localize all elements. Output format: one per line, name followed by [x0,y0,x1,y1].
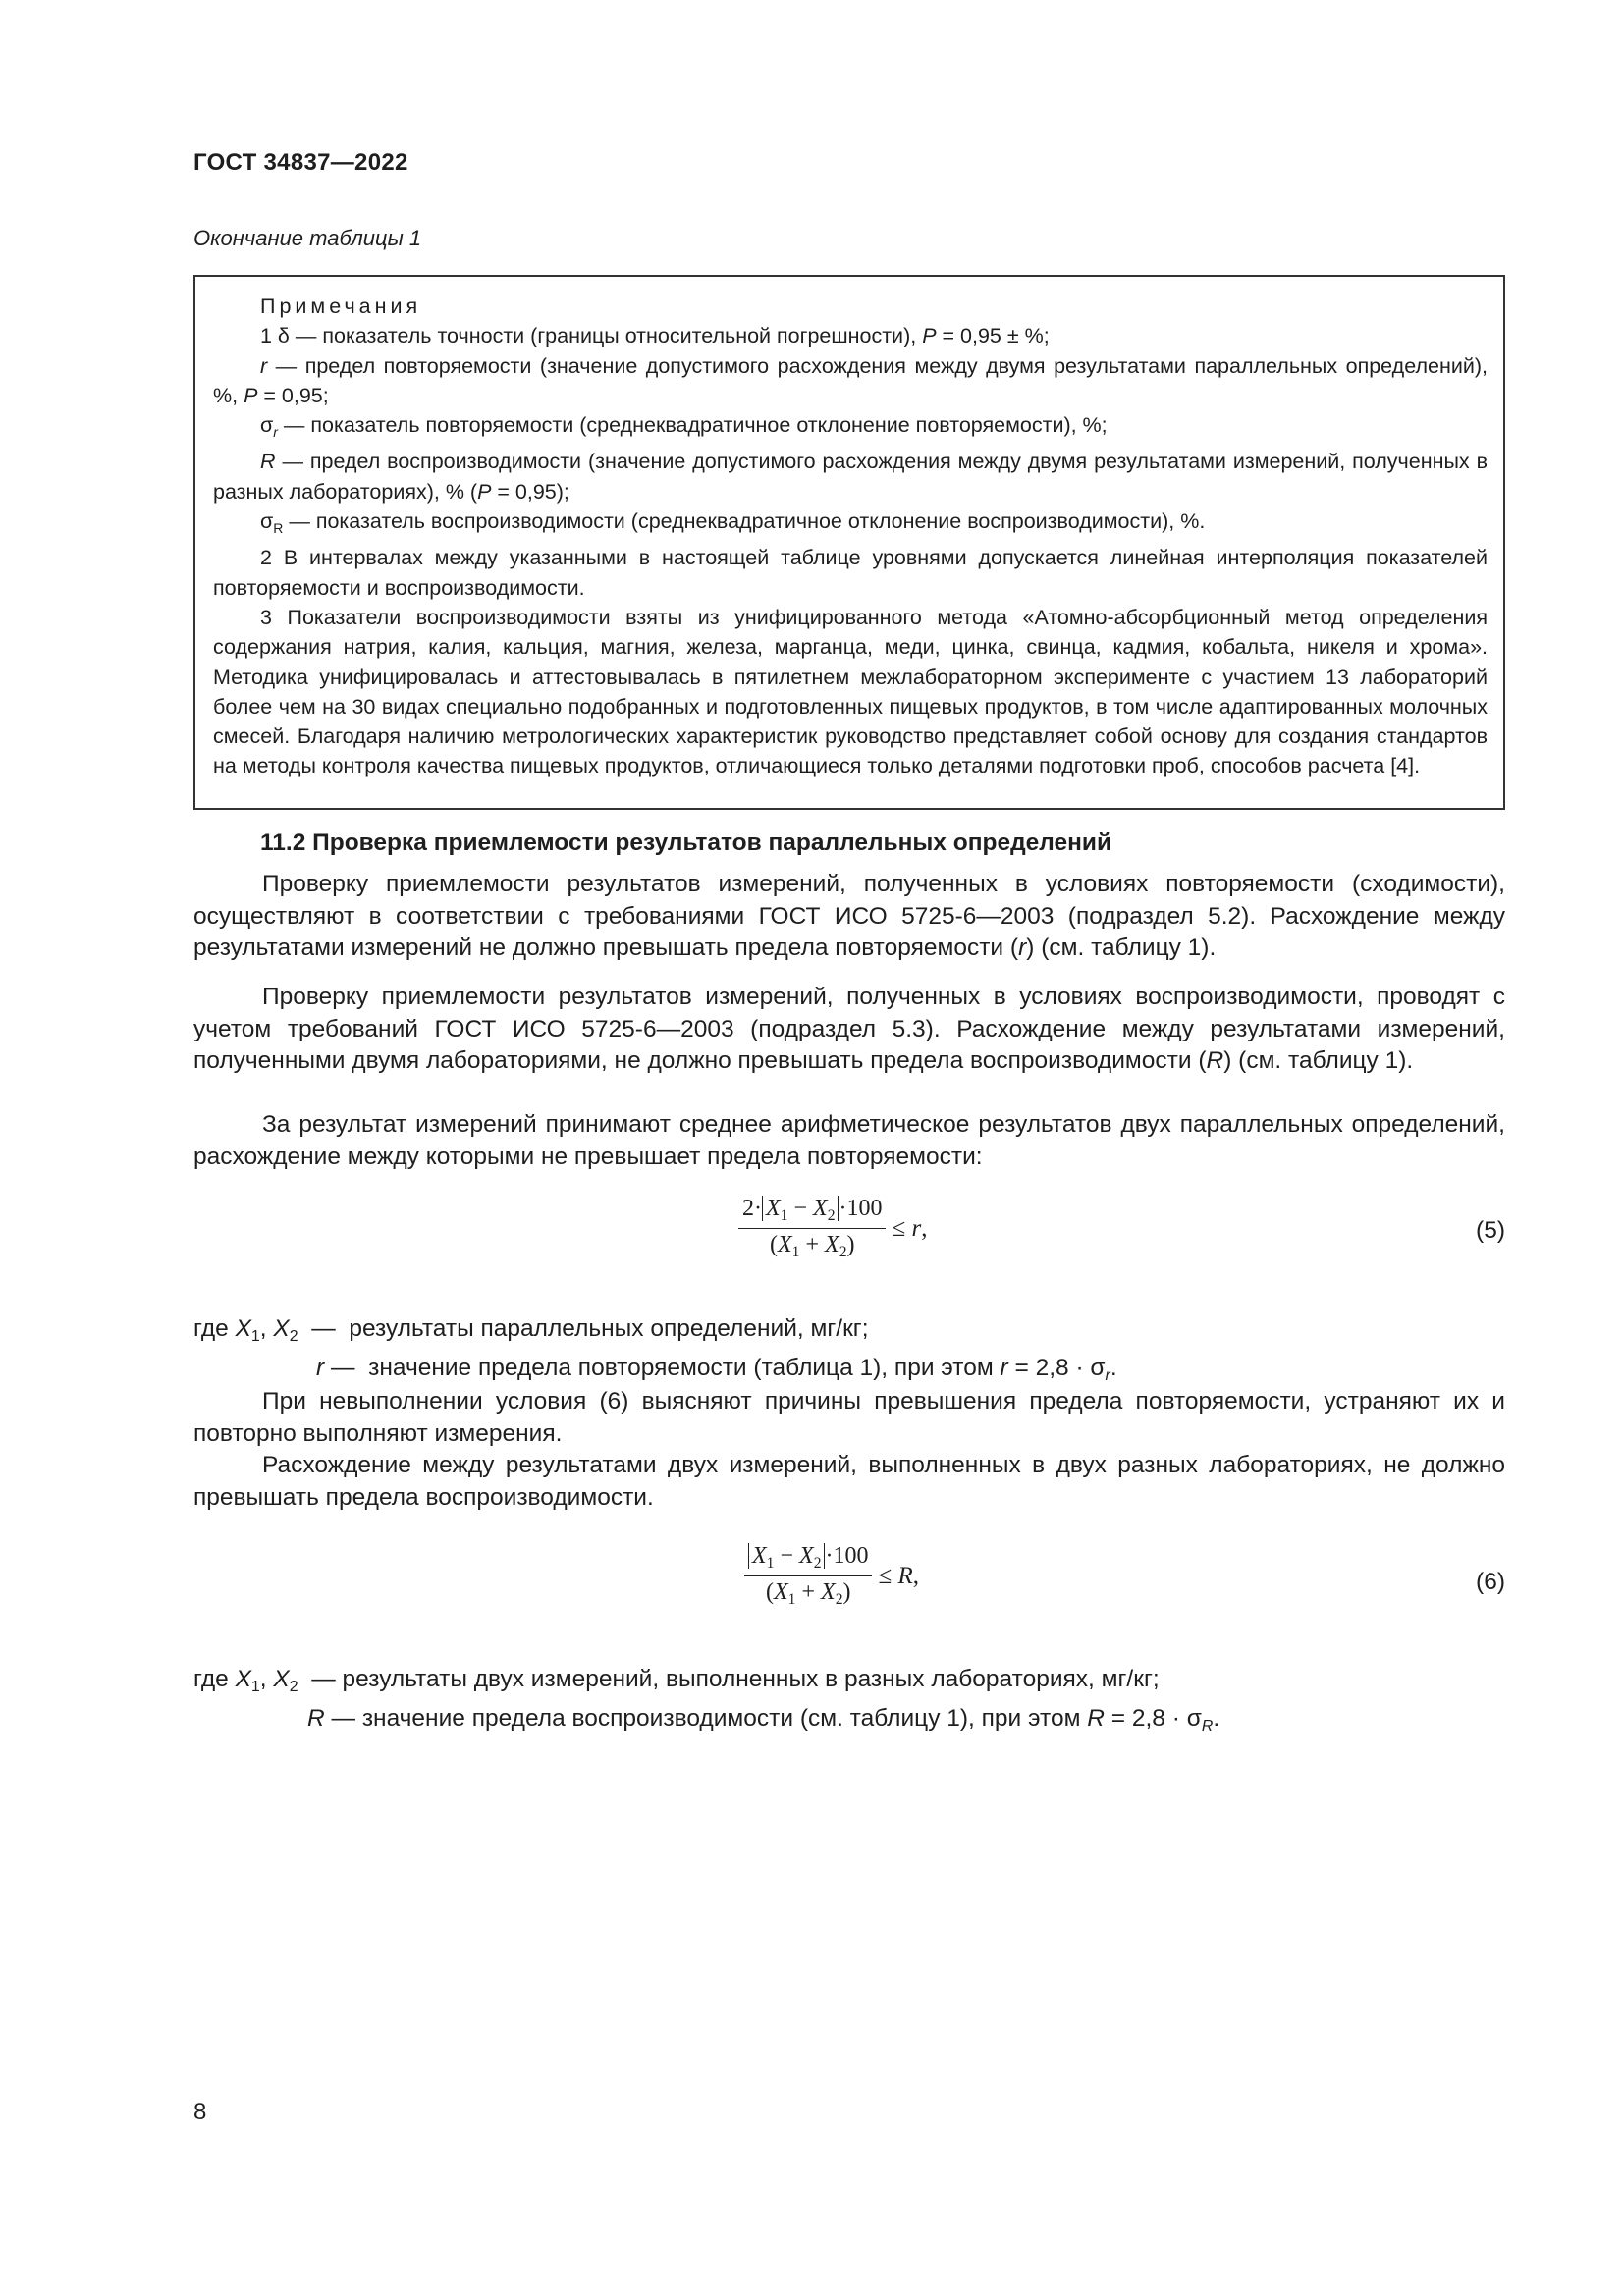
where-5-x: где $X_1$, $X_2$ — результаты параллельных определений, мг/кг; [193,1315,869,1345]
where-6-R: R — значение предела воспроизводимости (см. таблицу 1), при этом $R = 2,8 \cdot \sigma_R$. [307,1705,1220,1735]
equation-number-6: (6) [1476,1569,1505,1595]
paragraph-reproducibility: Проверку приемлемости результатов измерений, полученных в условиях воспроизводимости, проводят с учетом требований ГОСТ ИСО 5725-6—2003 (подраздел 5.3). Расхождение между результатами измерений, полученными двумя лабораториями, не должно превышать предела воспроизводимости (R) (см. таблицу 1). [193,984,1505,1074]
note-2: 2 В интервалах между указанными в настоящей таблице уровнями допускается линейная интерполяция показателей повторяемости и воспроизводимости. [213,546,1488,600]
paragraph-failure: При невыполнении условия (6) выясняют причины превышения предела повторяемости, устраняют их и повторно выполняют измерения. [193,1388,1505,1447]
note-R: R — предел воспроизводимости (значение допустимого расхождения между двумя результатами измерений, полученных в разных лабораториях), % (P = 0,95); [213,450,1488,504]
note-1: 1 δ — показатель точности (границы относительной погрешности), P = 0,95 ± %; [260,324,1050,348]
section-title: 11.2 Проверка приемлемости результатов параллельных определений [260,829,1112,856]
where-5-r: r — значение предела повторяемости (таблица 1), при этом $r = 2,8 \cdot \sigma_r$. [316,1355,1117,1384]
paragraph-result: За результат измерений принимают среднее арифметическое результатов двух параллельных определений, расхождение между которыми не превышает предела повторяемости: [193,1111,1505,1170]
where-6-x: где $X_1$, $X_2$ — результаты двух измерений, выполненных в разных лабораториях, мг/кг; [193,1666,1160,1695]
note-sigma-r: $\sigma_r$ — показатель повторяемости (среднеквадратичное отклонение повторяемости), %; [260,413,1108,441]
note-sigma-R: $\sigma_R$ — показатель воспроизводимости (среднеквадратичное отклонение воспроизводимости), %. [260,509,1206,537]
note-3: 3 Показатели воспроизводимости взяты из унифицированного метода «Атомно-абсорбционный метод определения содержания натрия, калия, кальция, магния, железа, марганца, меди, цинка, свинца, кадмия, кобальта, никеля и хрома». Методика унифицировалась и аттестовывалась в пятилетнем межлабораторном эксперименте с участием 13 лабораторий более чем на 30 видах специально подобранных и подготовленных пищевых продуктов, в том числе адаптированных молочных смесей. Благодаря наличию метрологических характеристик руководство представляет собой основу для создания стандартов на методы контроля качества пищевых продуктов, отличающиеся только деталями подготовки проб, способов расчета [4]. [213,605,1488,778]
note-r: r — предел повторяемости (значение допустимого расхождения между двумя результатами параллельных определений), %, P = 0,95; [213,353,1488,407]
equation-number-5: (5) [1476,1217,1505,1244]
table-continuation-caption: Окончание таблицы 1 [193,226,422,250]
paragraph-repeatability: Проверку приемлемости результатов измерений, полученных в условиях повторяемости (сходимости), осуществляют в соответствии с требованиями ГОСТ ИСО 5725-6—2003 (подраздел 5.2). Расхождение между результатами измерений не должно превышать предела повторяемости (r) (см. таблицу 1). [193,871,1505,961]
notes-box [193,275,1505,810]
page-number: 8 [193,2099,207,2125]
formula-6: $\frac{X_1 - X_2 \cdot 100}{(X_1 + X_2)}$ ≤ R, [744,1543,919,1609]
paragraph-interlab: Расхождение между результатами двух измерений, выполненных в двух разных лабораториях, не должно превышать предела воспроизводимости. [193,1452,1505,1511]
notes-title: Примечания [260,294,422,318]
formula-5: $\frac{2\cdot X_1 - X_2 \cdot 100}{(X_1 + X_2)}$ ≤ r, [738,1196,927,1261]
document-header: ГОСТ 34837—2022 [193,149,408,176]
